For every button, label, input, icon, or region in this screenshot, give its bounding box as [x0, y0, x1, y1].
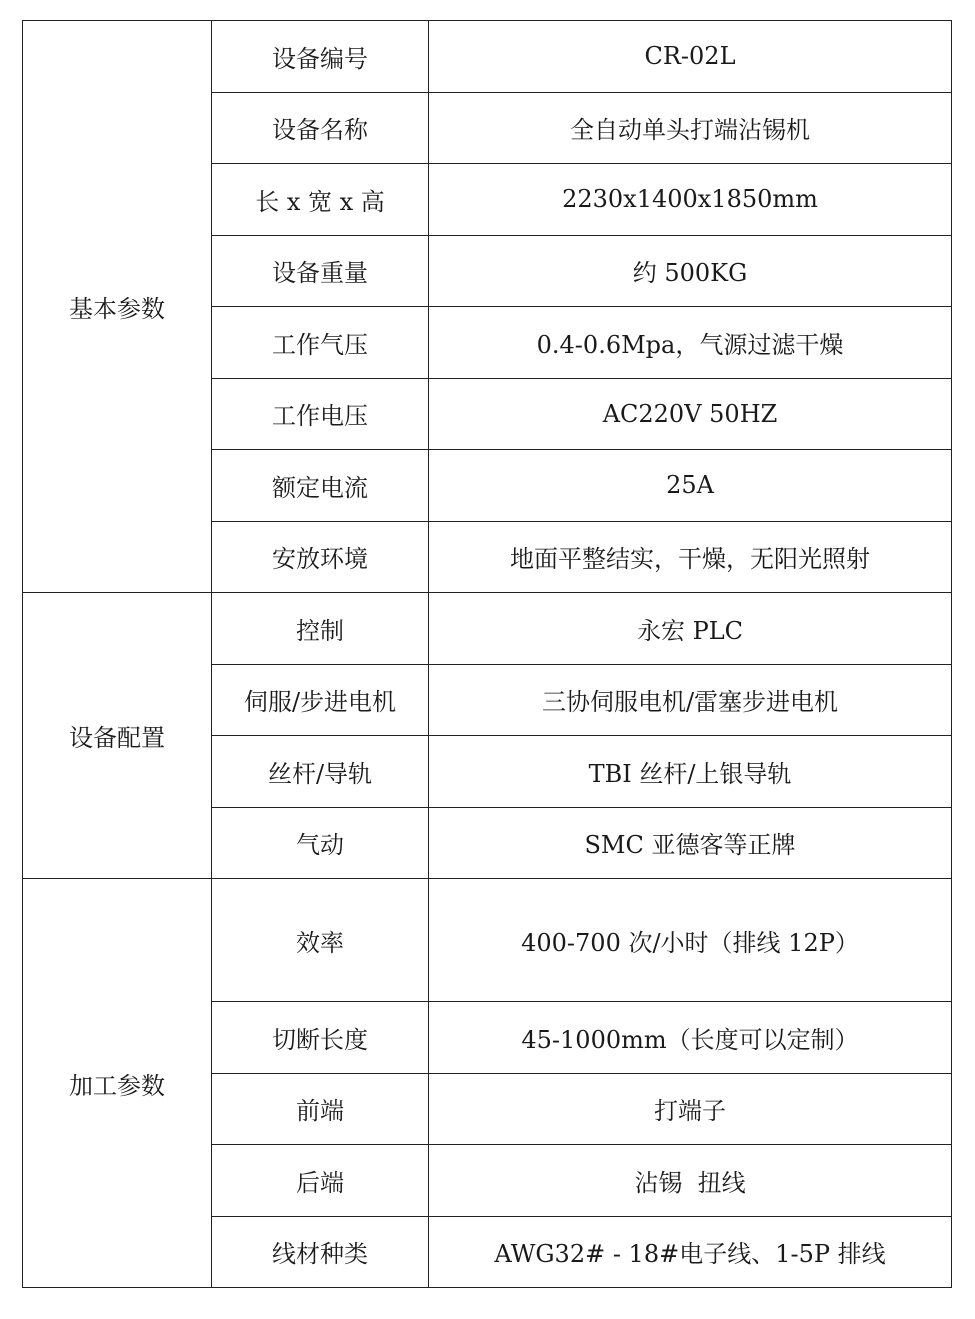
- param-label: 前端: [212, 1073, 429, 1145]
- param-value: 2230x1400x1850mm: [429, 164, 952, 236]
- param-label: 后端: [212, 1145, 429, 1217]
- table-row: [23, 593, 952, 665]
- param-value: 约 500KG: [429, 235, 952, 307]
- param-label: 设备名称: [212, 92, 429, 164]
- param-value: 沾锡 扭线: [429, 1145, 952, 1217]
- param-value: AWG32# - 18#电子线、1-5P 排线: [429, 1216, 952, 1288]
- param-value: 全自动单头打端沾锡机: [429, 92, 952, 164]
- table-row: [23, 879, 952, 1002]
- param-value: 三协伺服电机/雷塞步进电机: [429, 664, 952, 736]
- param-value: CR-02L: [429, 21, 952, 93]
- param-value: 45-1000mm（长度可以定制）: [429, 1002, 952, 1074]
- param-value: 25A: [429, 450, 952, 522]
- param-label: 长 x 宽 x 高: [212, 164, 429, 236]
- param-value: AC220V 50HZ: [429, 378, 952, 450]
- param-label: 设备编号: [212, 21, 429, 93]
- group-label-config: 设备配置: [23, 593, 212, 879]
- param-value: SMC 亚德客等正牌: [429, 807, 952, 879]
- param-label: 气动: [212, 807, 429, 879]
- param-value: TBI 丝杆/上银导轨: [429, 736, 952, 808]
- param-label: 设备重量: [212, 235, 429, 307]
- param-value: 400-700 次/小时（排线 12P）: [429, 879, 952, 1002]
- param-label: 切断长度: [212, 1002, 429, 1074]
- param-label: 工作电压: [212, 378, 429, 450]
- param-label: 丝杆/导轨: [212, 736, 429, 808]
- table-row: [23, 21, 952, 93]
- param-value: 打端子: [429, 1073, 952, 1145]
- param-value: 0.4-0.6Mpa，气源过滤干燥: [429, 307, 952, 379]
- param-label: 伺服/步进电机: [212, 664, 429, 736]
- param-label: 线材种类: [212, 1216, 429, 1288]
- group-label-processing: 加工参数: [23, 879, 212, 1288]
- param-label: 额定电流: [212, 450, 429, 522]
- group-label-basic: 基本参数: [23, 21, 212, 593]
- param-label: 安放环境: [212, 521, 429, 593]
- param-value: 地面平整结实，干燥，无阳光照射: [429, 521, 952, 593]
- param-value: 永宏 PLC: [429, 593, 952, 665]
- param-label: 效率: [212, 879, 429, 1002]
- spec-table: [22, 20, 952, 1288]
- param-label: 控制: [212, 593, 429, 665]
- param-label: 工作气压: [212, 307, 429, 379]
